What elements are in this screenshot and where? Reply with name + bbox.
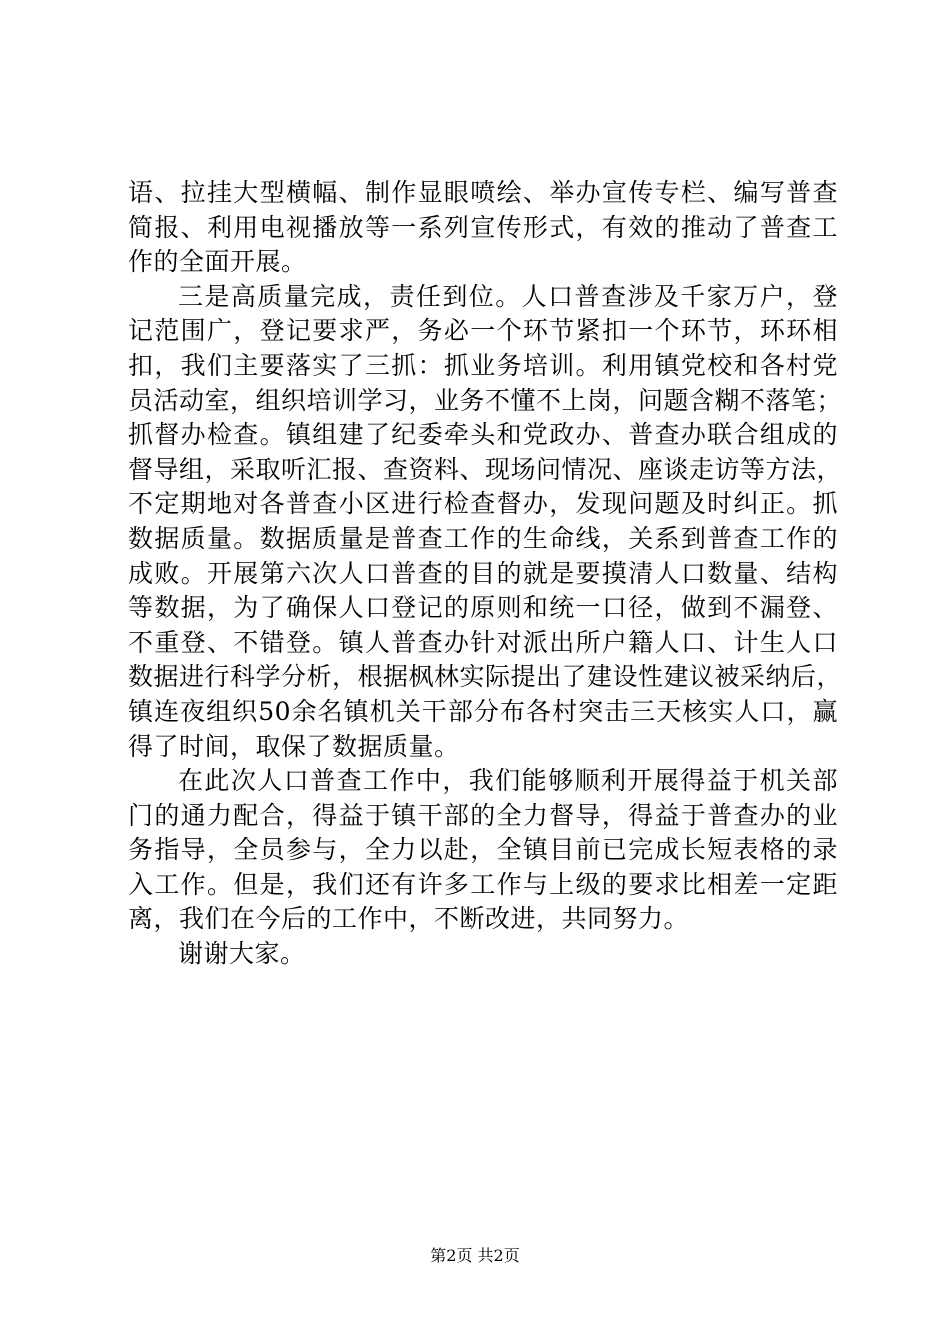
paragraph-3 — [128, 764, 838, 937]
text-line: 离，我们在今后的工作中，不断改进，共同努力。 — [128, 904, 690, 934]
paragraph-2 — [128, 280, 843, 764]
text-line: 员活动室，组织培训学习，业务不懂不上岗，问题含糊不落笔； — [128, 385, 843, 415]
text-line: 三是高质量完成，责任到位。人口普查涉及千家万户，登 — [178, 281, 838, 311]
text-line: 门的通力配合，得益于镇干部的全力督导，得益于普查办的业 — [128, 800, 838, 830]
text-line: 等数据，为了确保人口登记的原则和统一口径，做到不漏登、 — [128, 593, 838, 623]
text-line: 语、拉挂大型横幅、制作显眼喷绘、举办宣传专栏、编写普查 — [128, 178, 838, 207]
text-line: 谢谢大家。 — [178, 939, 306, 969]
text-line: 不重登、不错登。镇人普查办针对派出所户籍人口、计生人口 — [128, 627, 838, 657]
text-line: 镇连夜组织50余名镇机关干部分布各村突击三天核实人口，赢 — [128, 696, 838, 726]
text-line: 务指导，全员参与，全力以赴，全镇目前已完成长短表格的录 — [128, 835, 838, 865]
text-line: 督导组，采取听汇报、查资料、现场问情况、座谈走访等方法， — [128, 454, 843, 484]
text-line: 数据质量。数据质量是普查工作的生命线，关系到普查工作的 — [128, 523, 838, 553]
paragraph-1 — [128, 176, 838, 280]
text-line: 简报、利用电视播放等一系列宣传形式，有效的推动了普查工 — [128, 212, 838, 242]
text-line: 数据进行科学分析，根据枫林实际提出了建设性建议被采纳后， — [128, 662, 843, 692]
text-line: 扣，我们主要落实了三抓：抓业务培训。利用镇党校和各村党 — [128, 350, 838, 380]
page-footer: 第2页 共2页 — [430, 1246, 520, 1265]
text-line: 成败。开展第六次人口普查的目的就是要摸清人口数量、结构 — [128, 558, 838, 588]
text-line: 作的全面开展。 — [128, 247, 307, 277]
text-line: 在此次人口普查工作中，我们能够顺利开展得益于机关部 — [178, 766, 838, 796]
text-line: 不定期地对各普查小区进行检查督办，发现问题及时纠正。抓 — [128, 489, 838, 519]
text-line: 抓督办检查。镇组建了纪委牵头和党政办、普查办联合组成的 — [128, 420, 838, 450]
paragraph-4 — [128, 937, 838, 972]
text-line: 得了时间，取保了数据质量。 — [128, 731, 460, 761]
text-line: 入工作。但是，我们还有许多工作与上级的要求比相差一定距 — [128, 869, 838, 899]
document-body — [128, 176, 843, 972]
text-line: 记范围广，登记要求严，务必一个环节紧扣一个环节，环环相 — [128, 316, 838, 346]
